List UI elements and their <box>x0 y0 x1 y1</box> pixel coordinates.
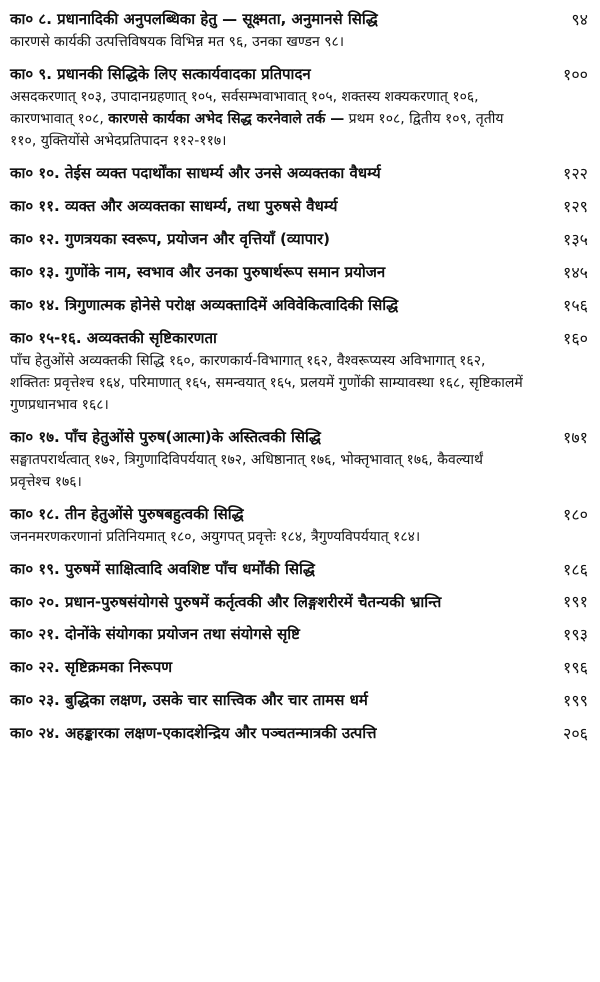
entry-heading: का० ९. प्रधानकी सिद्धिके लिए सत्कार्यवादका प्रतिपादन <box>10 65 311 83</box>
page-number: १५६ <box>563 296 588 315</box>
entry-heading: का० १२. गुणत्रयका स्वरूप, प्रयोजन और वृत्तियाँ (व्यापार) <box>10 230 330 248</box>
page-number: १९३ <box>563 625 588 644</box>
toc-entry-karika-17 <box>10 426 588 493</box>
page-number: १६० <box>563 329 588 348</box>
entry-subtopics: जननमरणकरणानां प्रतिनियमात् १८०, अयुगपत् प्रवृत्तेः १८४, त्रैगुण्यविपर्ययात् १८४। <box>10 529 421 545</box>
entry-heading: का० २१. दोनोंके संयोगका प्रयोजन तथा संयोगसे सृष्टि <box>10 625 300 643</box>
entry-subtopics: कारणसे कार्यकी उत्पत्तिविषयक विभिन्न मत ९६, उनका खण्डन ९८। <box>10 34 345 50</box>
entry-subtopics: पाँच हेतुओंसे अव्यक्तकी सिद्धि १६०, कारणकार्य-विभागात् १६२, वैश्वरूप्यस्य अविभागात् १६२, शक्तितः प्रवृत्तेश्च १६४, परिमाणात् १६५, समन्वयात् १६५, प्रलयमें गुणोंकी साम्यावस्था १६८, सृष्टिकालमें गुणप्रधानभाव १६८। <box>10 353 523 413</box>
toc-entry-karika-11 <box>10 195 588 218</box>
page-number: २०६ <box>563 724 588 743</box>
page-number: १३५ <box>563 230 588 249</box>
toc-entry-karika-19 <box>10 558 588 581</box>
entry-heading: का० १८. तीन हेतुओंसे पुरुषबहुत्वकी सिद्धि <box>10 505 244 523</box>
subtopic-tail-text: प्रथम १०८, द्वितीय १०९, तृतीय ११०, युक्तियोंसे अभेदप्रतिपादन ११२-११७। <box>10 111 504 149</box>
entry-heading: का० १३. गुणोंके नाम, स्वभाव और उनका पुरुषार्थरूप समान प्रयोजन <box>10 263 386 281</box>
entry-heading: का० २४. अहङ्कारका लक्षण-एकादशेन्द्रिय और पञ्चतन्मात्रकी उत्पत्ति <box>10 724 377 742</box>
page-number: १८० <box>563 505 588 524</box>
entry-subtopics: सङ्घातपरार्थत्वात् १७२, त्रिगुणादिविपर्ययात् १७२, अधिष्ठानात् १७६, भोक्तृभावात् १७६, कैवल्यार्थं प्रवृत्तेश्च १७६। <box>10 452 483 490</box>
entry-subtopics <box>10 86 588 152</box>
page-number: १९६ <box>563 658 588 677</box>
entry-heading: का० २३. बुद्धिका लक्षण, उसके चार सात्त्विक और चार तामस धर्म <box>10 691 368 709</box>
entry-heading: का० १०. तेईस व्यक्त पदार्थोंका साधर्म्य और उनसे अव्यक्तका वैधर्म्य <box>10 164 381 182</box>
toc-entry-karika-20 <box>10 591 588 613</box>
entry-heading: का० १७. पाँच हेतुओंसे पुरुष(आत्मा)के अस्तित्वकी सिद्धि <box>10 428 321 446</box>
page-number: १२९ <box>563 197 588 216</box>
entry-heading: का० २०. प्रधान-पुरुषसंयोगसे पुरुषमें कर्तृत्वकी और लिङ्गशरीरमें चैतन्यकी भ्रान्ति <box>10 593 442 611</box>
page-number: १९१ <box>563 592 588 611</box>
toc-entry-karika-18 <box>10 503 588 548</box>
toc-entry-karika-14 <box>10 294 588 317</box>
toc-entry-karika-23 <box>10 689 588 712</box>
subtopic-text: असदकरणात् १०३, उपादानग्रहणात् १०५, सर्वसम्भवाभावात् १०५, शक्तस्य शक्यकरणात् १०६, कारणभावात् १०८, <box>10 89 479 127</box>
entry-heading: का० १५-१६. अव्यक्तकी सृष्टिकारणता <box>10 329 217 347</box>
toc-entry-karika-21 <box>10 623 588 646</box>
toc-entry-karika-22 <box>10 656 588 679</box>
page-number: १९९ <box>563 691 588 710</box>
entry-heading: का० १९. पुरुषमें साक्षित्वादि अवशिष्ट पाँच धर्मोंकी सिद्धि <box>10 560 315 578</box>
toc-entry-karika-15-16 <box>10 327 588 416</box>
page-number: १२२ <box>563 164 588 183</box>
entry-heading: का० १४. त्रिगुणात्मक होनेसे परोक्ष अव्यक्तादिमें अविवेकित्वादिकी सिद्धि <box>10 296 399 314</box>
toc-entry-karika-24 <box>10 722 588 745</box>
toc-entry-karika-13 <box>10 261 588 284</box>
page-number: १०० <box>563 65 588 84</box>
entry-heading: का० २२. सृष्टिक्रमका निरूपण <box>10 658 173 676</box>
entry-heading: का० ११. व्यक्त और अव्यक्तका साधर्म्य, तथा पुरुषसे वैधर्म्य <box>10 197 338 215</box>
toc-entry-karika-9 <box>10 63 588 152</box>
entry-heading: का० ८. प्रधानादिकी अनुपलब्धिका हेतु — सूक्ष्मता, अनुमानसे सिद्धि <box>10 10 378 28</box>
subtopic-bold-text: कारणसे कार्यका अभेद सिद्ध करनेवाले तर्क — <box>108 111 345 127</box>
page-number: १७१ <box>563 428 588 447</box>
toc-entry-karika-12 <box>10 228 588 251</box>
page-number: १८६ <box>563 560 588 579</box>
toc-entry-karika-8 <box>10 8 588 53</box>
page-number: ९४ <box>571 10 588 29</box>
page-number: १४५ <box>563 263 588 282</box>
toc-entry-karika-10 <box>10 162 588 185</box>
